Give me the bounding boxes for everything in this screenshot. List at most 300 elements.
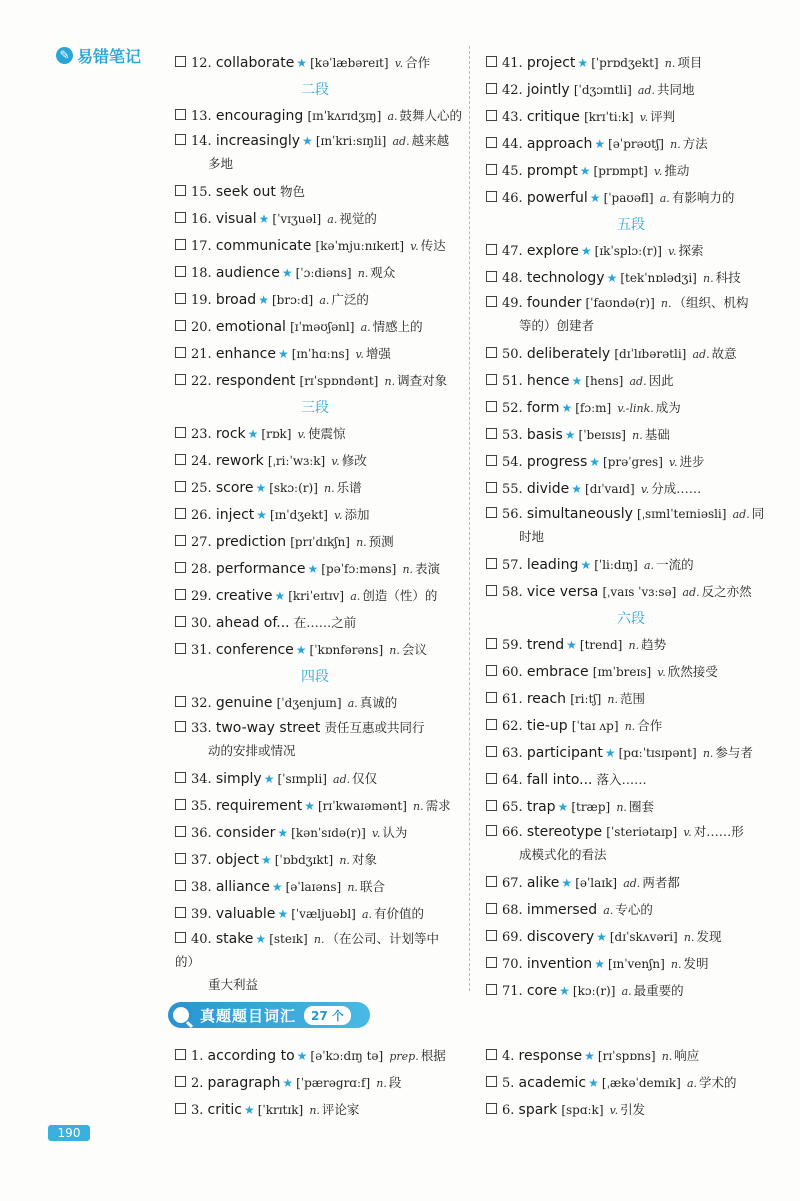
entry-number: 13. bbox=[191, 109, 212, 124]
entry-phonetic: [ˈprɒdʒekt] bbox=[591, 56, 659, 70]
entry-word: communicate bbox=[215, 238, 312, 254]
entry-pos: v. bbox=[394, 57, 404, 70]
entry-meaning: 合作 bbox=[637, 718, 663, 733]
checkbox[interactable] bbox=[486, 401, 497, 412]
entry-number: 27. bbox=[191, 535, 212, 550]
entry-meaning: 最重要的 bbox=[633, 983, 684, 998]
checkbox[interactable] bbox=[175, 320, 186, 331]
entry-phonetic: [kəˈmjuːnɪkeɪt] bbox=[315, 239, 405, 253]
entry-meaning: 有价值的 bbox=[374, 906, 425, 921]
checkbox[interactable] bbox=[486, 455, 497, 466]
entry-word: consider bbox=[215, 825, 276, 841]
entry-word: requirement bbox=[215, 798, 303, 814]
entry-word: respondent bbox=[215, 373, 296, 389]
vocab-entry bbox=[486, 50, 776, 77]
entry-word: stereotype bbox=[526, 824, 603, 840]
entry-pos: a. bbox=[361, 908, 373, 921]
checkbox[interactable] bbox=[486, 585, 497, 596]
entry-number: 15. bbox=[191, 185, 212, 200]
entry-phonetic: [hens] bbox=[585, 374, 624, 388]
vocab-entry bbox=[175, 1097, 455, 1124]
star-icon: ★ bbox=[561, 401, 573, 415]
entry-number: 24. bbox=[191, 454, 212, 469]
entry-meaning: 调查对象 bbox=[397, 373, 448, 388]
checkbox[interactable] bbox=[175, 696, 186, 707]
entry-pos: ad. bbox=[682, 586, 700, 599]
star-icon: ★ bbox=[557, 800, 569, 814]
vocab-entry bbox=[486, 292, 776, 341]
entry-number: 54. bbox=[502, 455, 523, 470]
checkbox[interactable] bbox=[486, 83, 497, 94]
entry-pos: n. bbox=[339, 854, 350, 867]
checkbox[interactable] bbox=[486, 1103, 497, 1114]
checkbox[interactable] bbox=[486, 558, 497, 569]
entry-word: stake bbox=[215, 931, 254, 947]
checkbox[interactable] bbox=[175, 932, 186, 943]
entry-pos: n. bbox=[384, 375, 396, 388]
left-column bbox=[175, 50, 463, 1000]
checkbox[interactable] bbox=[175, 212, 186, 223]
star-icon: ★ bbox=[571, 482, 583, 496]
checkbox[interactable] bbox=[175, 772, 186, 783]
vocab-entry bbox=[175, 233, 455, 260]
star-icon: ★ bbox=[588, 1076, 599, 1090]
entry-word: discovery bbox=[526, 929, 595, 945]
entry-word: leading bbox=[526, 557, 579, 573]
entry-phonetic: [ˈvæljuəbl] bbox=[291, 907, 356, 921]
vocab-entry bbox=[486, 870, 776, 897]
checkbox[interactable] bbox=[175, 799, 186, 810]
entry-word: powerful bbox=[526, 190, 588, 206]
entry-number: 17. bbox=[191, 239, 212, 254]
entry-word: progress bbox=[526, 454, 588, 470]
checkbox[interactable] bbox=[486, 244, 497, 255]
entry-meaning: 科技 bbox=[715, 270, 741, 285]
entry-phonetic: [ɪnˈkʌrɪdʒɪŋ] bbox=[307, 109, 382, 123]
entry-meaning: 段 bbox=[388, 1075, 402, 1090]
checkbox[interactable] bbox=[486, 296, 497, 307]
entry-number: 68. bbox=[502, 903, 523, 918]
entry-number: 60. bbox=[502, 665, 523, 680]
vocab-entry bbox=[486, 368, 776, 395]
star-icon: ★ bbox=[256, 508, 268, 522]
checkbox[interactable] bbox=[486, 507, 497, 518]
entry-meaning: 对……形 bbox=[693, 824, 744, 839]
entry-phonetic: [dɪˈvaɪd] bbox=[585, 482, 635, 496]
entry-phonetic: [ɪmˈbreɪs] bbox=[592, 665, 652, 679]
checkbox[interactable] bbox=[175, 56, 186, 67]
checkbox[interactable] bbox=[486, 746, 497, 757]
page-number: 190 bbox=[48, 1125, 90, 1141]
star-icon: ★ bbox=[594, 137, 606, 151]
entry-pos: n. bbox=[402, 563, 414, 576]
entry-number: 49. bbox=[502, 296, 523, 311]
checkbox[interactable] bbox=[175, 293, 186, 304]
star-icon: ★ bbox=[247, 427, 259, 441]
vocab-entry bbox=[175, 260, 455, 287]
entry-number: 3. bbox=[191, 1103, 204, 1118]
entry-word: valuable bbox=[215, 906, 276, 922]
entry-phonetic: [ˈtaɪ ʌp] bbox=[571, 719, 619, 733]
checkbox[interactable] bbox=[486, 137, 497, 148]
entry-number: 56. bbox=[502, 507, 523, 522]
checkbox[interactable] bbox=[175, 374, 186, 385]
entry-word: paragraph bbox=[207, 1075, 281, 1091]
entry-number: 25. bbox=[191, 481, 212, 496]
entry-word: basis bbox=[526, 427, 563, 443]
checkbox[interactable] bbox=[175, 721, 186, 732]
entry-pos: v.-link. bbox=[617, 402, 654, 415]
vocab-entry bbox=[486, 449, 776, 476]
checkbox[interactable] bbox=[175, 109, 186, 120]
entry-meaning: 一流的 bbox=[656, 557, 694, 572]
entry-phonetic: [ˈvɪʒuəl] bbox=[272, 212, 322, 226]
entry-phonetic: [spɑːk] bbox=[561, 1103, 604, 1117]
checkbox[interactable] bbox=[486, 692, 497, 703]
entry-number: 30. bbox=[191, 616, 212, 631]
entry-number: 26. bbox=[191, 508, 212, 523]
checkbox[interactable] bbox=[175, 454, 186, 465]
entry-phonetic: [prɪˈdɪkʃn] bbox=[290, 535, 350, 549]
star-icon: ★ bbox=[589, 191, 601, 205]
entry-number: 61. bbox=[502, 692, 523, 707]
entry-pos: a. bbox=[319, 294, 330, 307]
entry-word: explore bbox=[526, 243, 579, 259]
checkbox[interactable] bbox=[486, 825, 497, 836]
entry-meaning: 参与者 bbox=[715, 745, 753, 760]
entry-word: alliance bbox=[215, 879, 270, 895]
entry-pos: prep. bbox=[389, 1050, 419, 1063]
checkbox[interactable] bbox=[175, 562, 186, 573]
checkbox[interactable] bbox=[175, 508, 186, 519]
entry-number: 2. bbox=[191, 1076, 204, 1091]
entry-pos: ad. bbox=[623, 877, 641, 890]
entry-pos: n. bbox=[616, 801, 627, 814]
entry-meaning: 预测 bbox=[368, 534, 394, 549]
entry-meaning: 根据 bbox=[420, 1048, 446, 1063]
entry-pos: n. bbox=[661, 1050, 673, 1063]
entry-number: 50. bbox=[502, 347, 523, 362]
checkbox[interactable] bbox=[486, 374, 497, 385]
entry-pos: a. bbox=[387, 110, 398, 123]
checkbox[interactable] bbox=[486, 930, 497, 941]
entry-pos: n. bbox=[309, 1104, 320, 1117]
entry-number: 48. bbox=[502, 271, 523, 286]
entry-phonetic: [ˈdʒenjuɪn] bbox=[276, 696, 342, 710]
checkbox[interactable] bbox=[175, 134, 186, 145]
entry-number: 1. bbox=[191, 1049, 204, 1064]
star-icon: ★ bbox=[579, 164, 591, 178]
entry-pos: v. bbox=[297, 428, 307, 441]
checkbox[interactable] bbox=[486, 773, 497, 784]
checkbox[interactable] bbox=[486, 271, 497, 282]
checkbox[interactable] bbox=[175, 826, 186, 837]
star-icon: ★ bbox=[589, 455, 601, 469]
entry-meaning: 范围 bbox=[619, 691, 645, 706]
entry-pos: a. bbox=[603, 904, 614, 917]
entry-word: spark bbox=[518, 1102, 558, 1118]
entry-meaning: 视觉的 bbox=[339, 211, 377, 226]
entry-number: 29. bbox=[191, 589, 212, 604]
entry-meaning: 反之亦然 bbox=[701, 584, 752, 599]
entry-word: approach bbox=[526, 136, 593, 152]
checkbox[interactable] bbox=[486, 347, 497, 358]
tag-label: 易错笔记 bbox=[77, 46, 142, 66]
entry-meaning: 修改 bbox=[341, 453, 367, 468]
entry-pos: n. bbox=[357, 267, 369, 280]
entry-meaning: 进步 bbox=[679, 454, 705, 469]
vocab-entry bbox=[486, 1070, 776, 1097]
entry-pos: v. bbox=[639, 111, 649, 124]
checkbox[interactable] bbox=[175, 1076, 186, 1087]
entry-pos: v. bbox=[654, 165, 663, 178]
checkbox[interactable] bbox=[175, 347, 186, 358]
entry-phonetic: [ˌriːˈwɜːk] bbox=[267, 454, 326, 468]
checkbox[interactable] bbox=[175, 1049, 186, 1060]
checkbox[interactable] bbox=[175, 853, 186, 864]
entry-number: 58. bbox=[502, 585, 523, 600]
entry-number: 40. bbox=[191, 932, 212, 947]
entry-pos: ad. bbox=[732, 508, 750, 521]
vocab-entry bbox=[486, 794, 776, 821]
entry-pos: v. bbox=[657, 666, 666, 679]
vocab-entry bbox=[486, 238, 776, 265]
entry-number: 59. bbox=[502, 638, 523, 653]
vocab-entry bbox=[486, 579, 776, 606]
entry-pos: a. bbox=[659, 192, 670, 205]
checkbox[interactable] bbox=[486, 719, 497, 730]
entry-meaning: 物色 bbox=[279, 184, 305, 199]
vocab-entry bbox=[486, 740, 776, 767]
entry-phonetic: [ɪnˈvenʃn] bbox=[607, 957, 665, 971]
entry-meaning: 在……之前 bbox=[293, 615, 357, 630]
banner-title: 真题题目词汇 bbox=[200, 1006, 297, 1025]
entry-pos: a. bbox=[686, 1077, 697, 1090]
star-icon: ★ bbox=[258, 212, 270, 226]
star-icon: ★ bbox=[243, 1103, 255, 1117]
entry-number: 28. bbox=[191, 562, 212, 577]
checkbox[interactable] bbox=[486, 800, 497, 811]
entry-meaning: 方法 bbox=[682, 136, 708, 151]
entry-phonetic: [ˈɒbdʒɪkt] bbox=[274, 853, 334, 867]
entry-phonetic: [rɒk] bbox=[261, 427, 292, 441]
star-icon: ★ bbox=[584, 1049, 595, 1063]
checkbox[interactable] bbox=[486, 984, 497, 995]
entry-word: immersed bbox=[526, 902, 598, 918]
entry-word: deliberately bbox=[526, 346, 611, 362]
banner-count: 27 个 bbox=[304, 1006, 351, 1025]
entry-pos: a. bbox=[360, 321, 371, 334]
checkbox[interactable] bbox=[486, 957, 497, 968]
checkbox[interactable] bbox=[175, 427, 186, 438]
star-icon: ★ bbox=[277, 347, 289, 361]
entry-number: 71. bbox=[502, 984, 523, 999]
magnifier-icon bbox=[170, 1004, 192, 1026]
vocab-entry bbox=[486, 897, 776, 924]
entry-word: technology bbox=[526, 270, 605, 286]
entry-pos: a. bbox=[644, 559, 655, 572]
checkbox[interactable] bbox=[175, 643, 186, 654]
entry-word: tie-up bbox=[526, 718, 568, 734]
entry-phonetic: [steɪk] bbox=[269, 932, 308, 946]
entry-word: critic bbox=[207, 1102, 242, 1118]
checkbox[interactable] bbox=[175, 535, 186, 546]
entry-phonetic: [ˈsteriətaɪp] bbox=[606, 825, 678, 839]
entry-phonetic: [əˈlaɪəns] bbox=[285, 880, 342, 894]
entry-number: 62. bbox=[502, 719, 523, 734]
entry-meaning: 合作 bbox=[405, 55, 431, 70]
vocab-entry bbox=[486, 821, 776, 870]
entry-word: simultaneously bbox=[526, 506, 633, 522]
entry-pos: n. bbox=[632, 429, 643, 442]
star-icon: ★ bbox=[296, 56, 308, 70]
entry-meaning-continued: 动的安排或情况 bbox=[208, 743, 296, 758]
entry-number: 52. bbox=[502, 401, 523, 416]
entry-pos: n. bbox=[413, 800, 424, 813]
star-icon: ★ bbox=[566, 638, 577, 652]
vocab-entry bbox=[486, 503, 776, 552]
vocab-entry bbox=[175, 1043, 455, 1070]
checkbox[interactable] bbox=[486, 1076, 497, 1087]
entry-number: 12. bbox=[191, 56, 212, 71]
entry-phonetic: [ˈkɒnfərəns] bbox=[309, 643, 384, 657]
checkbox[interactable] bbox=[175, 239, 186, 250]
entry-word: divide bbox=[526, 481, 570, 497]
star-icon: ★ bbox=[564, 428, 576, 442]
entry-pos: n. bbox=[607, 693, 618, 706]
vocab-entry bbox=[175, 368, 455, 395]
entry-pos: n. bbox=[324, 482, 335, 495]
vocab-entry bbox=[175, 502, 455, 529]
entry-pos: n. bbox=[376, 1077, 387, 1090]
checkbox[interactable] bbox=[175, 1103, 186, 1114]
entry-pos: ad. bbox=[692, 348, 710, 361]
entry-meaning-continued: 成模式化的看法 bbox=[519, 847, 607, 862]
entry-word: simply bbox=[215, 771, 262, 787]
entry-meaning: 趋势 bbox=[641, 637, 667, 652]
entry-meaning: 增强 bbox=[365, 346, 391, 361]
vocab-entry bbox=[175, 341, 455, 368]
entry-pos: v. bbox=[669, 456, 678, 469]
section-title: 二段 bbox=[301, 82, 329, 98]
checkbox[interactable] bbox=[486, 428, 497, 439]
entry-phonetic: [ˌvaɪs ˈvɜːsə] bbox=[602, 585, 677, 599]
checkbox[interactable] bbox=[175, 481, 186, 492]
entry-phonetic: [træp] bbox=[571, 800, 611, 814]
entry-number: 41. bbox=[502, 56, 523, 71]
checkbox[interactable] bbox=[486, 665, 497, 676]
entry-pos: n. bbox=[670, 958, 682, 971]
vocab-entry bbox=[486, 158, 776, 185]
entry-meaning: 评判 bbox=[650, 109, 676, 124]
checkbox[interactable] bbox=[175, 185, 186, 196]
entry-pos: a. bbox=[350, 590, 361, 603]
star-icon: ★ bbox=[304, 799, 315, 813]
entry-number: 20. bbox=[191, 320, 212, 335]
star-icon: ★ bbox=[271, 880, 283, 894]
entry-word: founder bbox=[526, 295, 582, 311]
entry-meaning: 发现 bbox=[696, 929, 722, 944]
vocab-entry bbox=[486, 924, 776, 951]
exam-vocab-banner bbox=[168, 1002, 370, 1028]
checkbox[interactable] bbox=[175, 907, 186, 918]
star-icon: ★ bbox=[277, 826, 289, 840]
checkbox[interactable] bbox=[486, 191, 497, 202]
entry-number: 21. bbox=[191, 347, 212, 362]
checkbox[interactable] bbox=[486, 638, 497, 649]
entry-pos: v. bbox=[668, 245, 677, 258]
vocab-entry bbox=[486, 1097, 776, 1124]
entry-phonetic: [trend] bbox=[579, 638, 623, 652]
entry-word: rework bbox=[215, 453, 264, 469]
entry-phonetic: [ˈbeɪsɪs] bbox=[578, 428, 626, 442]
checkbox[interactable] bbox=[486, 876, 497, 887]
vocab-entry bbox=[486, 265, 776, 292]
entry-pos: ad. bbox=[637, 84, 656, 97]
entry-phonetic: [ˌækəˈdemɪk] bbox=[601, 1076, 681, 1090]
checkbox[interactable] bbox=[486, 164, 497, 175]
checkbox[interactable] bbox=[486, 482, 497, 493]
section-title: 三段 bbox=[301, 400, 329, 416]
entry-phonetic: [pɑːˈtɪsɪpənt] bbox=[618, 746, 697, 760]
entry-word: score bbox=[215, 480, 254, 496]
entry-word: rock bbox=[215, 426, 246, 442]
entry-pos: n. bbox=[356, 536, 367, 549]
entry-phonetic: [ɪnˈhɑːns] bbox=[291, 347, 350, 361]
bottom-right-column bbox=[486, 1043, 776, 1124]
star-icon: ★ bbox=[260, 853, 272, 867]
star-icon: ★ bbox=[295, 643, 307, 657]
entry-word: emotional bbox=[215, 319, 286, 335]
checkbox[interactable] bbox=[175, 266, 186, 277]
entry-word: genuine bbox=[215, 695, 273, 711]
entry-word: performance bbox=[215, 561, 306, 577]
entry-meaning: 联合 bbox=[359, 879, 385, 894]
entry-word: broad bbox=[215, 292, 257, 308]
entry-pos: n. bbox=[683, 931, 695, 944]
entry-pos: v. bbox=[355, 348, 364, 361]
entry-number: 53. bbox=[502, 428, 523, 443]
star-icon: ★ bbox=[606, 271, 618, 285]
vocab-entry bbox=[175, 50, 455, 77]
entry-word: according to bbox=[207, 1048, 295, 1064]
checkbox[interactable] bbox=[486, 56, 497, 67]
entry-meaning: 有影响力的 bbox=[671, 190, 735, 205]
star-icon: ★ bbox=[255, 932, 267, 946]
entry-phonetic: [riːtʃ] bbox=[570, 692, 602, 706]
entry-meaning: 创造（性）的 bbox=[362, 588, 438, 603]
entry-meaning: 表演 bbox=[415, 561, 441, 576]
entry-word: trap bbox=[526, 799, 556, 815]
checkbox[interactable] bbox=[486, 903, 497, 914]
entry-word: prompt bbox=[526, 163, 578, 179]
section-title: 六段 bbox=[617, 611, 645, 627]
entry-pos: a. bbox=[621, 985, 632, 998]
vocab-entry bbox=[486, 341, 776, 368]
entry-meaning: 观众 bbox=[370, 265, 396, 280]
entry-word: conference bbox=[215, 642, 294, 658]
vocab-entry bbox=[175, 475, 455, 502]
vocab-entry bbox=[175, 421, 455, 448]
checkbox[interactable] bbox=[486, 110, 497, 121]
checkbox[interactable] bbox=[175, 616, 186, 627]
checkbox[interactable] bbox=[175, 589, 186, 600]
entry-meaning: 鼓舞人心的 bbox=[399, 108, 463, 123]
entry-pos: ad. bbox=[629, 375, 647, 388]
entry-word: object bbox=[215, 852, 259, 868]
checkbox[interactable] bbox=[486, 1049, 497, 1060]
checkbox[interactable] bbox=[175, 880, 186, 891]
